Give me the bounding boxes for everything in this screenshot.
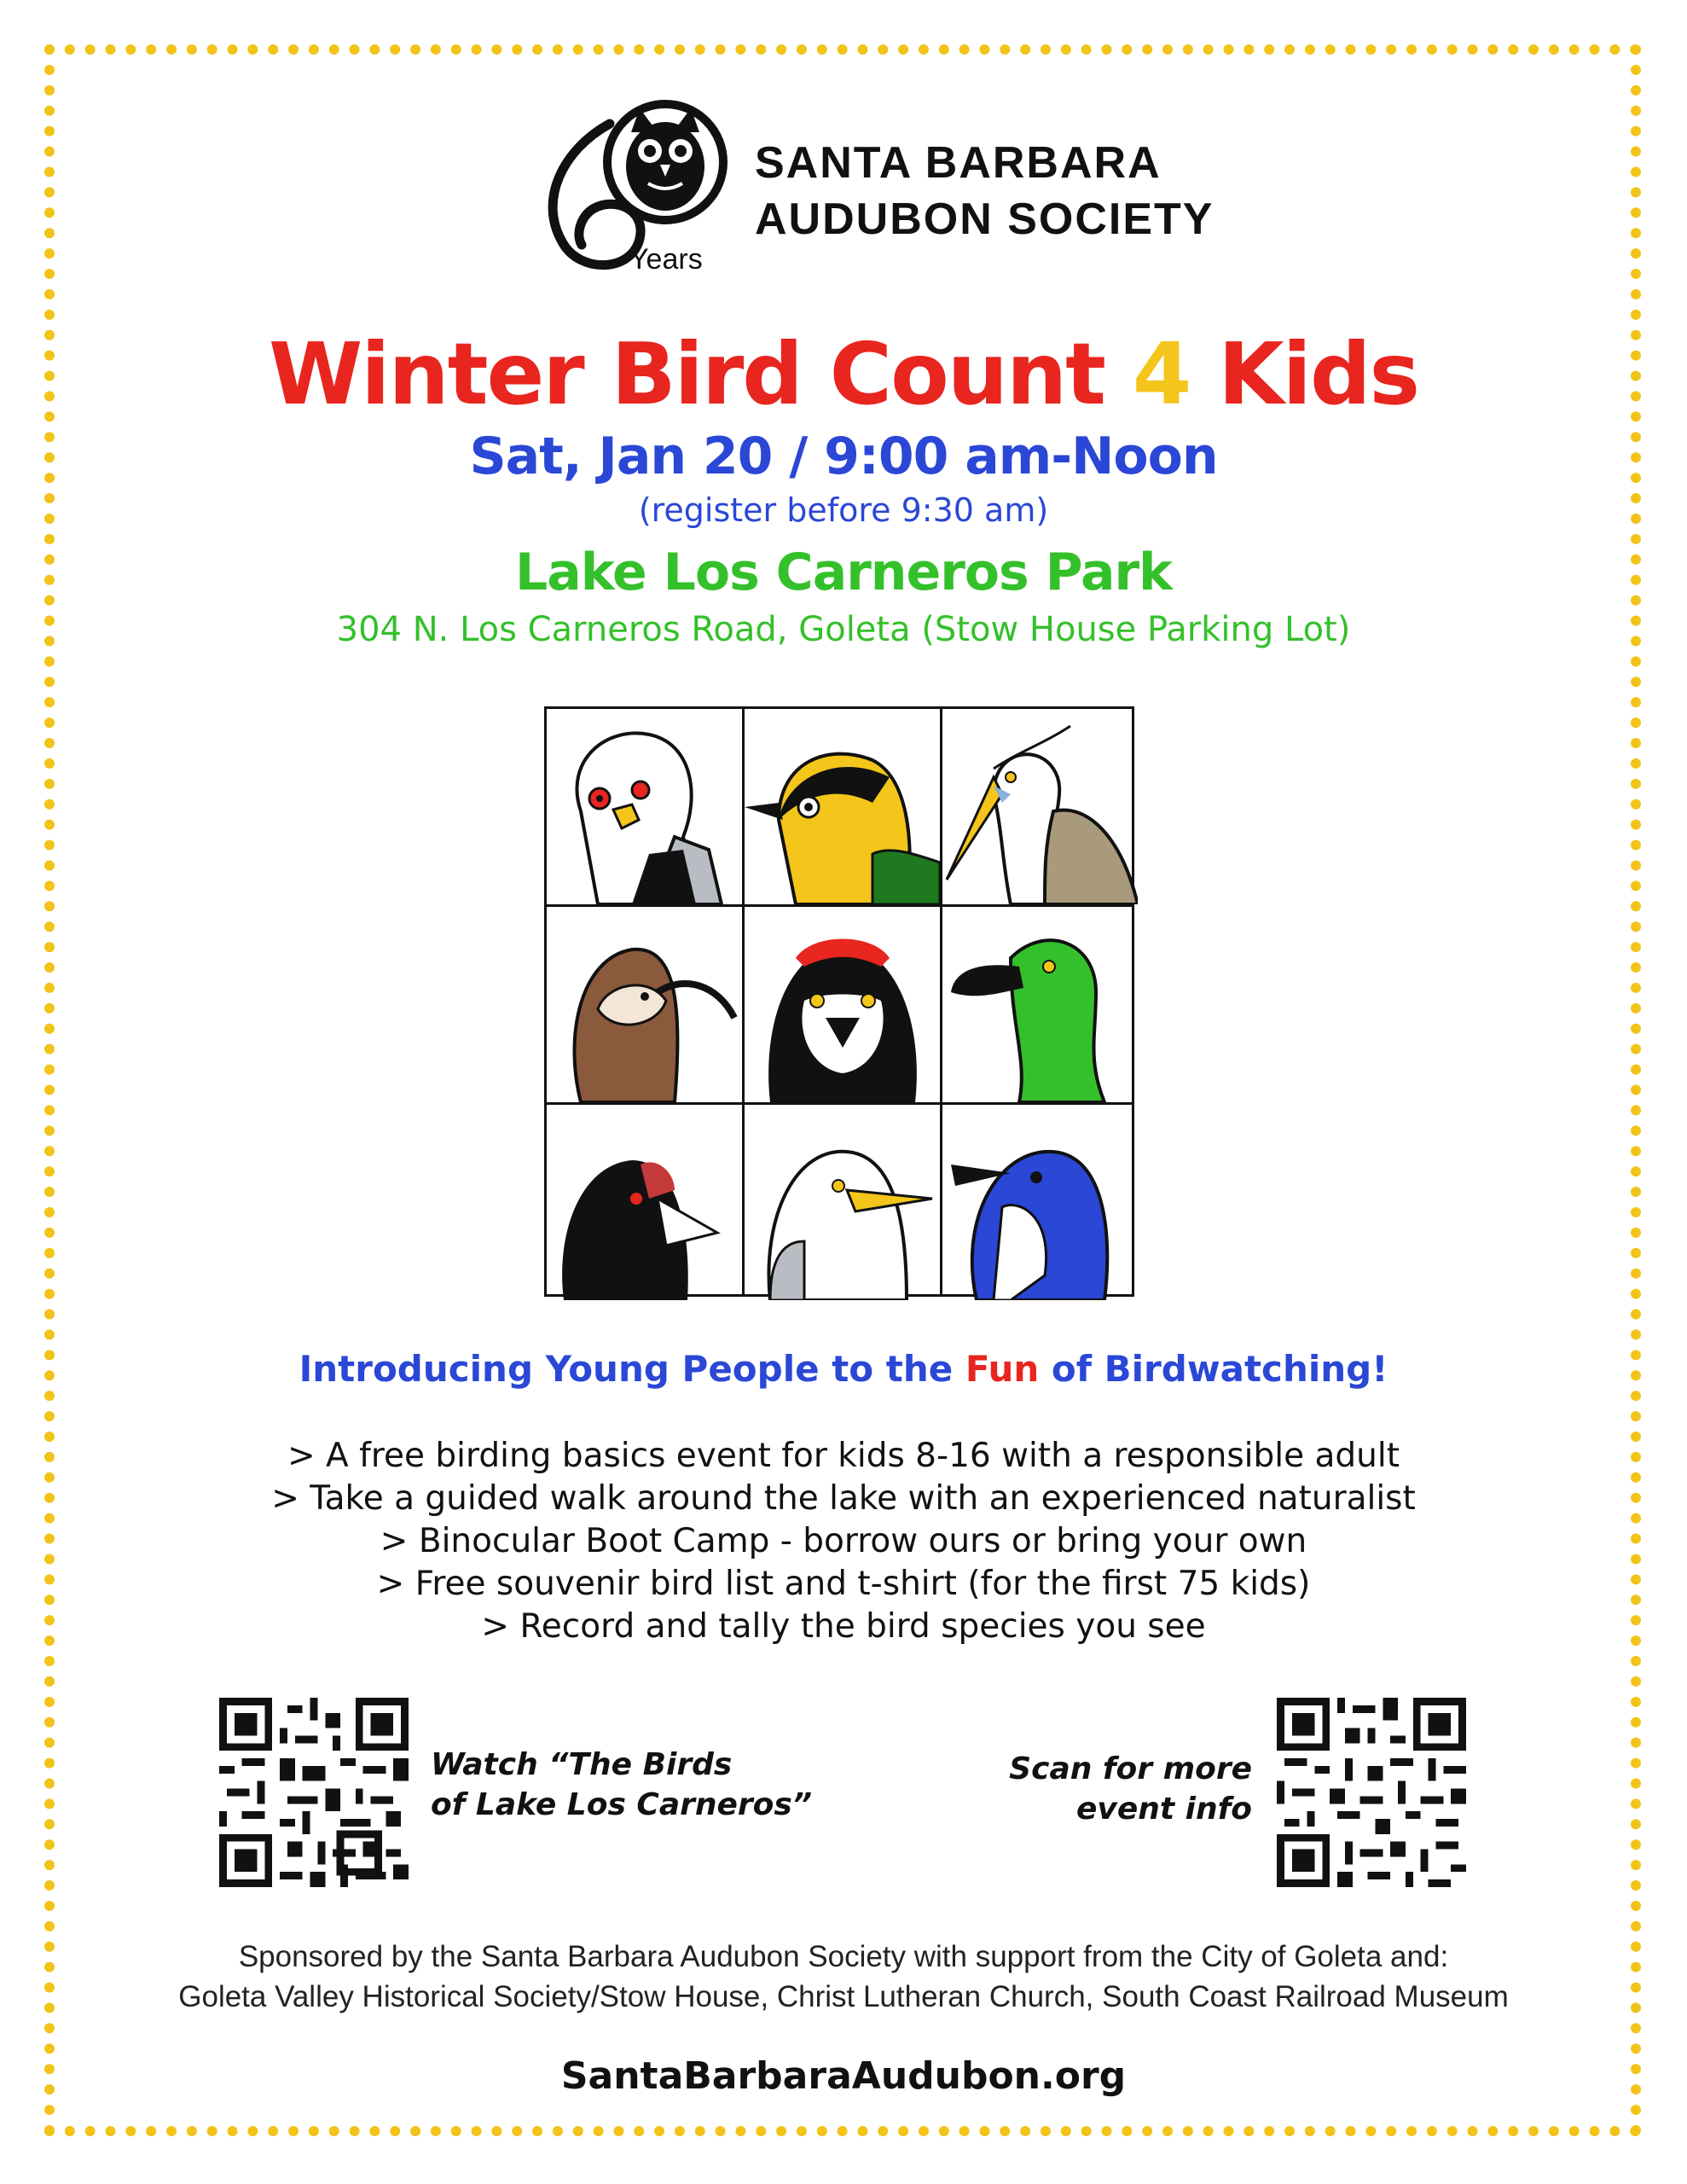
feature-list (0, 1435, 1687, 1648)
qr-code-icon (1277, 1698, 1466, 1887)
shoveler-icon (942, 907, 1138, 1102)
gull-icon (745, 1105, 940, 1300)
owl-60-years-logo (529, 98, 733, 282)
org-line-1: SANTA BARBARA (755, 138, 1162, 188)
sponsor-line-1: Sponsored by the Santa Barbara Audubon Society with support from the City of Goleta and: (238, 1940, 1449, 1973)
coot-icon (547, 1105, 742, 1300)
feature-item: > Record and tally the bird species you see (481, 1607, 1206, 1646)
title-number: 4 (1132, 324, 1191, 424)
caption-line-2: of Lake Los Carneros” (431, 1787, 813, 1822)
warbler-icon (745, 709, 940, 904)
woodpecker-icon (745, 907, 940, 1102)
kite-icon (547, 709, 742, 904)
heron-icon (942, 709, 1138, 904)
curlew-icon (547, 907, 742, 1102)
tagline-highlight: Fun (965, 1348, 1040, 1390)
feature-item: > Take a guided walk around the lake with an experienced naturalist (271, 1479, 1416, 1518)
video-qr-code[interactable] (219, 1698, 409, 1887)
caption-line-2: event info (1075, 1792, 1252, 1827)
event-tagline (0, 1348, 1687, 1390)
feature-item: > Free souvenir bird list and t-shirt (for the first 75 kids) (376, 1565, 1311, 1603)
logo-years-text: Years (629, 243, 703, 276)
website-link[interactable]: SantaBarbaraAudubon.org (560, 2054, 1127, 2098)
event-title (0, 324, 1687, 424)
caption-line-1: Watch “The Birds (431, 1747, 733, 1782)
location-name: Lake Los Carneros Park (515, 543, 1172, 602)
location-address: 304 N. Los Carneros Road, Goleta (Stow House Parking Lot) (336, 610, 1351, 649)
title-part-2: Kids (1190, 324, 1419, 424)
tagline-after: of Birdwatching! (1039, 1348, 1388, 1390)
sponsor-line-2: Goleta Valley Historical Society/Stow House, Christ Lutheran Church, South Coast Railroad Museum (178, 1980, 1509, 2013)
feature-item: > A free birding basics event for kids 8-16 with a responsible adult (287, 1437, 1400, 1475)
event-datetime: Sat, Jan 20 / 9:00 am-Noon (469, 427, 1218, 486)
caption-line-1: Scan for more (1009, 1751, 1252, 1786)
feature-item: > Binocular Boot Camp - borrow ours or bring your own (380, 1522, 1307, 1560)
video-qr-caption (431, 1745, 812, 1825)
register-note: (register before 9:30 am) (638, 491, 1049, 529)
organization-name (755, 135, 1214, 247)
bird-illustration-grid (544, 706, 1134, 1297)
tagline-before: Introducing Young People to the (299, 1348, 965, 1390)
sponsor-credits (0, 1937, 1687, 2017)
qr-code-icon (219, 1698, 409, 1887)
event-info-qr-code[interactable] (1277, 1698, 1466, 1887)
jay-icon (942, 1105, 1138, 1300)
title-part-1: Winter Bird Count (268, 324, 1133, 424)
info-qr-caption (981, 1749, 1252, 1829)
org-line-2: AUDUBON SOCIETY (755, 195, 1215, 244)
